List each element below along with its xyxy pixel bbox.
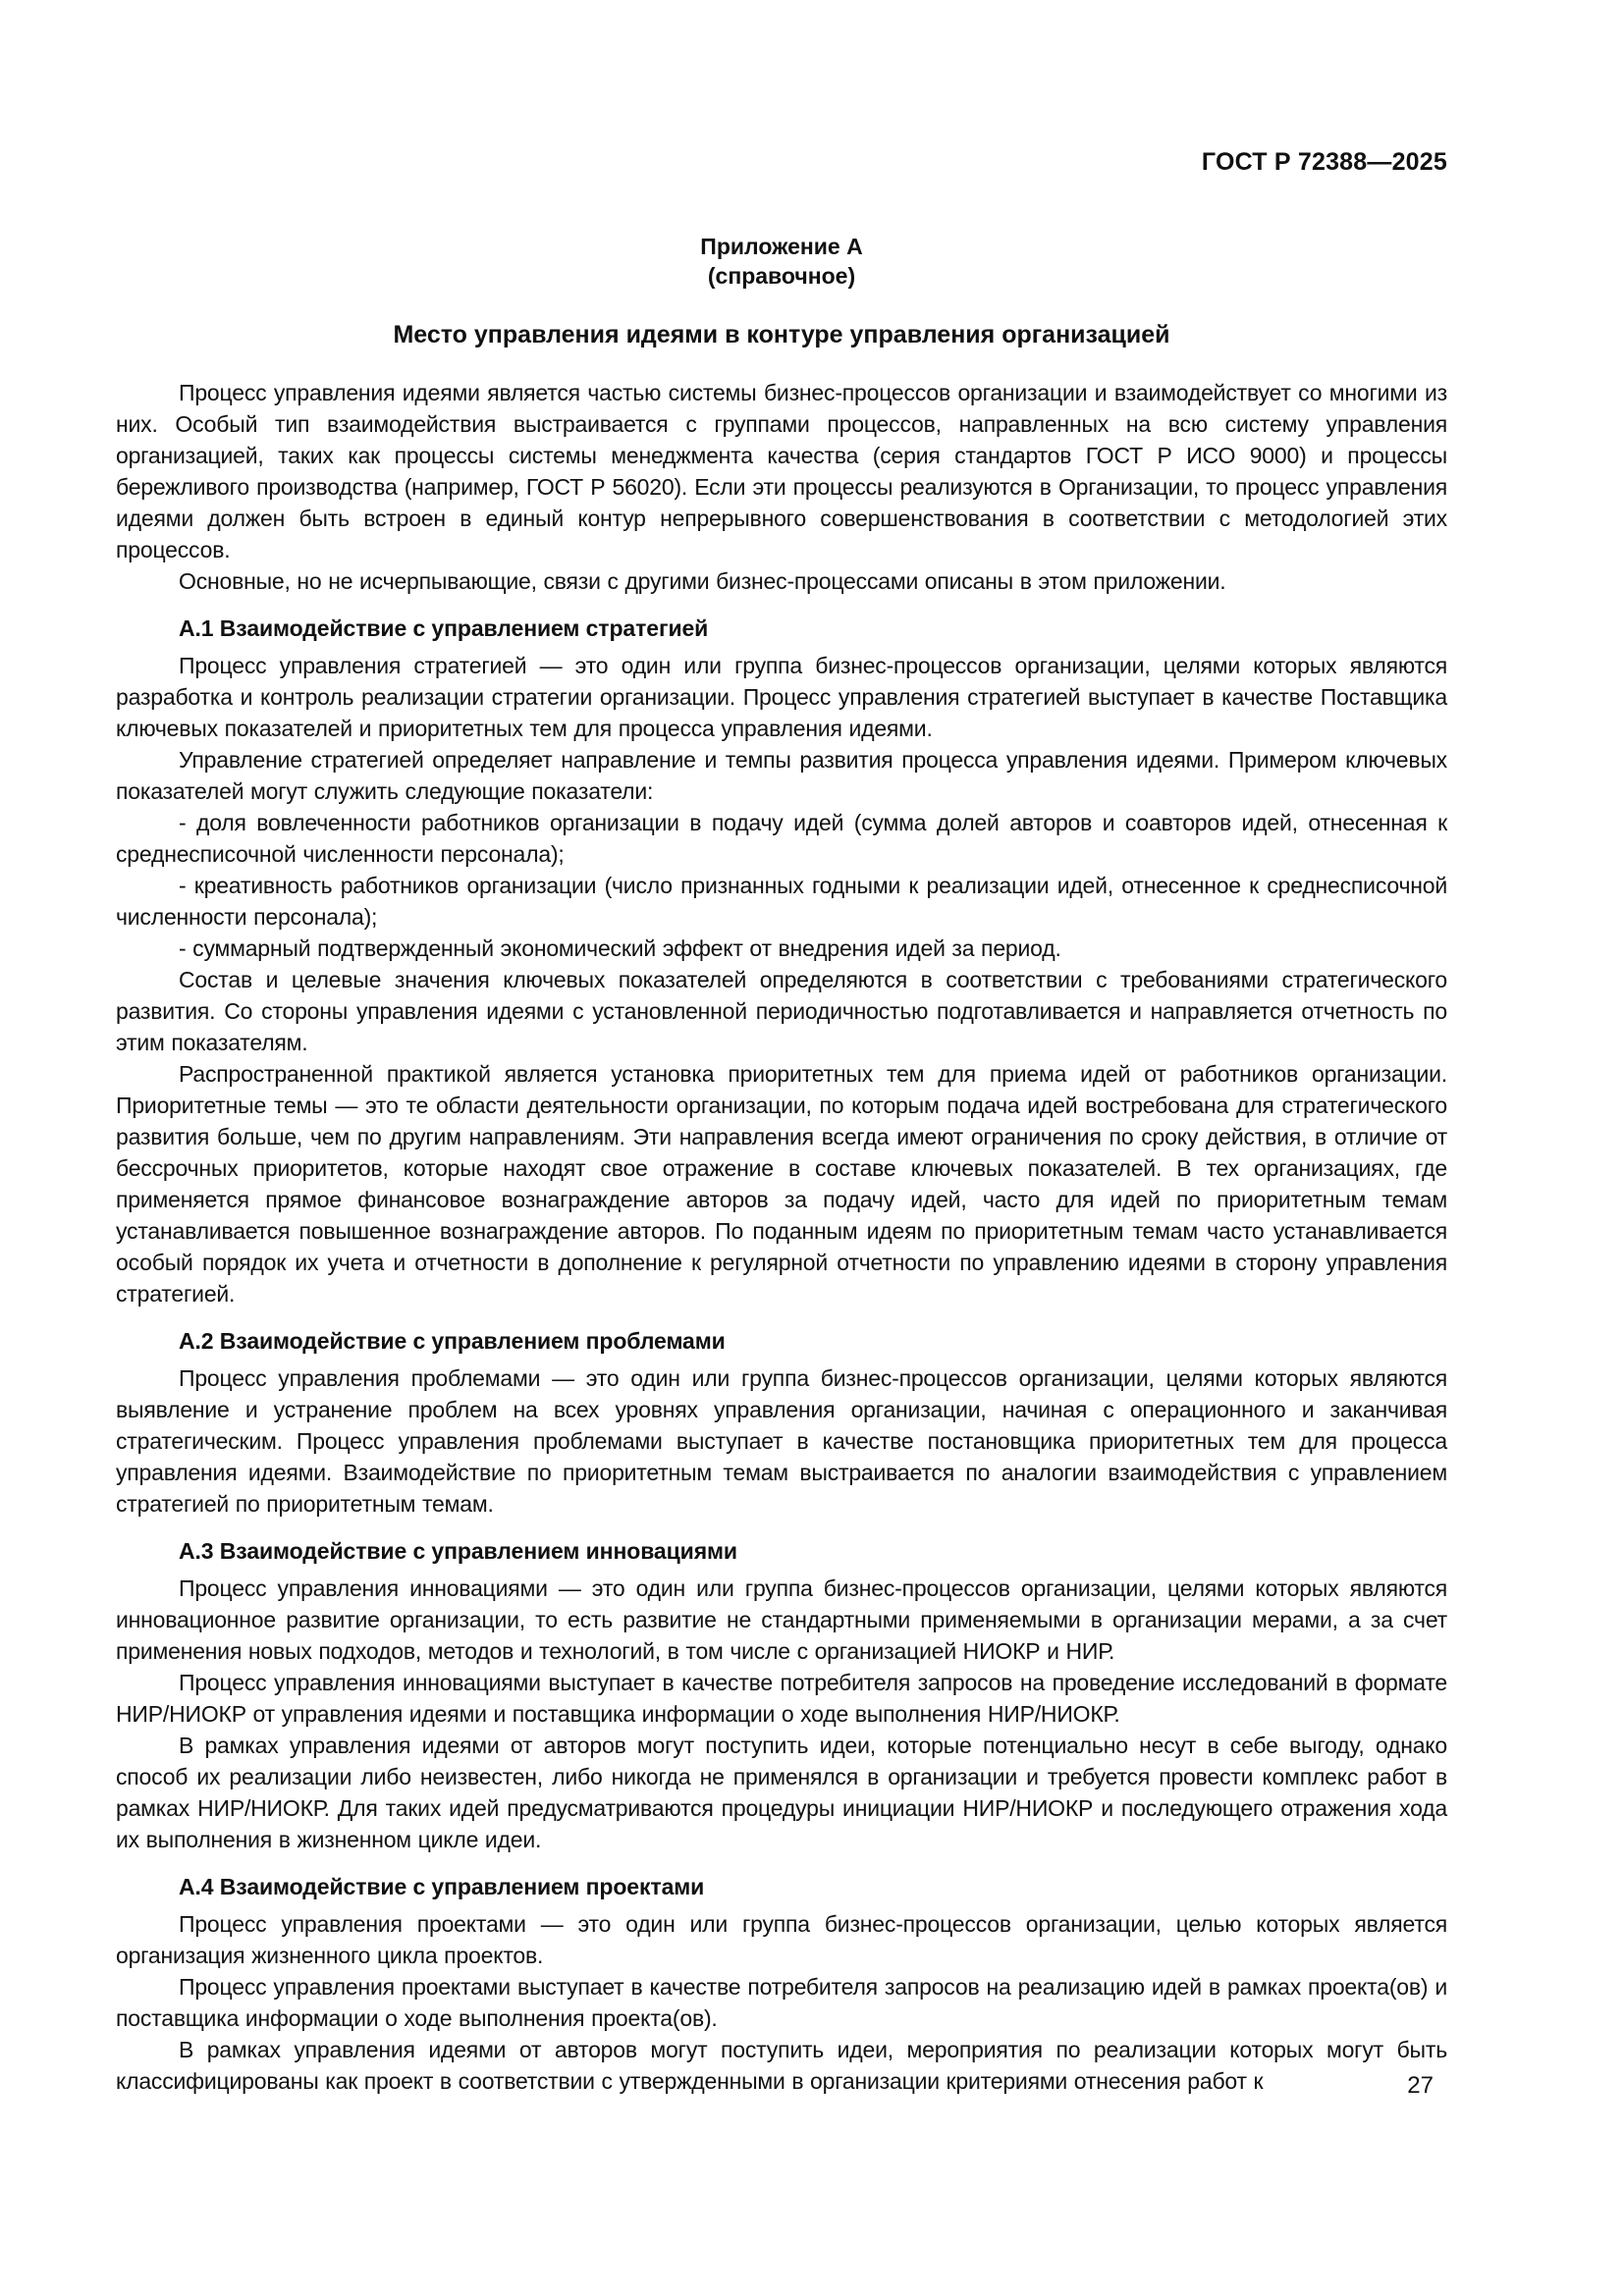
paragraph: Процесс управления проблемами — это один или группа бизнес-процессов организации, целями которых являются выявление и устранение проблем на всех уровнях управления организации, начиная с операционного и заканчивая стратегическим. Процесс управления проблемами выступает в качестве постановщика приоритетных тем для процесса управления идеями. Взаимодействие по приоритетным темам выстраивается по аналогии взаимодействия с управлением стратегией по приоритетным темам. xyxy=(116,1365,1447,1517)
doc-code: ГОСТ Р 72388—2025 xyxy=(1201,148,1447,176)
paragraph: Процесс управления инновациями — это один или группа бизнес-процессов организации, целями которых являются инновационное развитие организации, то есть развитие не стандартными применяемыми в организации мерами, а за счет применения новых подходов, методов и технологий, в том числе с организацией НИОКР и НИР. xyxy=(116,1575,1447,1664)
body-text xyxy=(116,377,1447,2097)
paragraph: Процесс управления проектами — это один или группа бизнес-процессов организации, целью которых является организация жизненного цикла проектов. xyxy=(116,1911,1447,1968)
section-heading-a1: А.1 Взаимодействие с управлением стратегией xyxy=(179,615,709,641)
paragraph: Управление стратегией определяет направление и темпы развития процесса управления идеями. Примером ключевых показателей могут служить следующие показатели: xyxy=(116,747,1447,804)
paragraph: Распространенной практикой является установка приоритетных тем для приема идей от работников организации. Приоритетные темы — это те области деятельности организации, по которым подача идей востребована для стратегического развития больше, чем по другим направлениям. Эти направления всегда имеют ограничения по сроку действия, в отличие от бессрочных приоритетов, которые находят свое отражение в составе ключевых показателей. В тех организациях, где применяется прямое финансовое вознаграждение авторов за подачу идей, часто для идей по приоритетным темам устанавливается повышенное вознаграждение авторов. По поданным идеям по приоритетным темам часто устанавливается особый порядок их учета и отчетности в дополнение к регулярной отчетности по управлению идеями в сторону управления стратегией. xyxy=(116,1061,1447,1307)
section-heading-a2: А.2 Взаимодействие с управлением проблемами xyxy=(179,1328,726,1354)
list-item: - суммарный подтвержденный экономический эффект от внедрения идей за период. xyxy=(179,935,1061,961)
paragraph: Основные, но не исчерпывающие, связи с другими бизнес-процессами описаны в этом приложении. xyxy=(179,568,1226,594)
paragraph: Процесс управления проектами выступает в качестве потребителя запросов на реализацию идей в рамках проекта(ов) и поставщика информации о ходе выполнения проекта(ов). xyxy=(116,1974,1447,2031)
appendix-note: (справочное) xyxy=(707,263,856,289)
paragraph: Процесс управления инновациями выступает в качестве потребителя запросов на проведение исследований в формате НИР/НИОКР от управления идеями и поставщика информации о ходе выполнения НИР/НИОКР. xyxy=(116,1670,1447,1727)
appendix-title: Место управления идеями в контуре управления организацией xyxy=(393,321,1170,348)
paragraph: Процесс управления стратегией — это один или группа бизнес-процессов организации, целями которых являются разработка и контроль реализации стратегии организации. Процесс управления стратегией выступает в качестве Поставщика ключевых показателей и приоритетных тем для процесса управления идеями. xyxy=(116,653,1447,741)
list-item: - доля вовлеченности работников организации в подачу идей (сумма долей авторов и соавторов идей, отнесенная к среднесписочной численности персонала); xyxy=(116,810,1447,867)
paragraph: Состав и целевые значения ключевых показателей определяются в соответствии с требованиями стратегического развития. Со стороны управления идеями с установленной периодичностью подготавливается и направляется отчетность по этим показателям. xyxy=(116,967,1447,1055)
paragraph: Процесс управления идеями является частью системы бизнес-процессов организации и взаимодействует со многими из них. Особый тип взаимодействия выстраивается с группами процессов, направленных на всю систему управления организацией, таких как процессы системы менеджмента качества (серия стандартов ГОСТ Р ИСО 9000) и процессы бережливого производства (например, ГОСТ Р 56020). Если эти процессы реализуются в Организации, то процесс управления идеями должен быть встроен в единый контур непрерывного совершенствования в соответствии с методологией этих процессов. xyxy=(116,380,1447,562)
paragraph: В рамках управления идеями от авторов могут поступить идеи, которые потенциально несут в себе выгоду, однако способ их реализации либо неизвестен, либо никогда не применялся в организации и требуется провести комплекс работ в рамках НИР/НИОКР. Для таких идей предусматриваются процедуры инициации НИР/НИОКР и последующего отражения хода их выполнения в жизненном цикле идеи. xyxy=(116,1733,1447,1852)
text-column xyxy=(116,147,1447,2097)
section-heading-a3: А.3 Взаимодействие с управлением инновациями xyxy=(179,1538,737,1564)
paragraph: В рамках управления идеями от авторов могут поступить идеи, мероприятия по реализации которых могут быть классифицированы как проект в соответствии с утвержденными в организации критериями отнесения работ к xyxy=(116,2037,1447,2094)
appendix-label: Приложение А xyxy=(700,234,863,259)
list-item: - креативность работников организации (число признанных годными к реализации идей, отнесенное к среднесписочной численности персонала); xyxy=(116,873,1447,930)
page-number: 27 xyxy=(1407,2072,1434,2099)
section-heading-a4: А.4 Взаимодействие с управлением проектами xyxy=(179,1874,705,1899)
